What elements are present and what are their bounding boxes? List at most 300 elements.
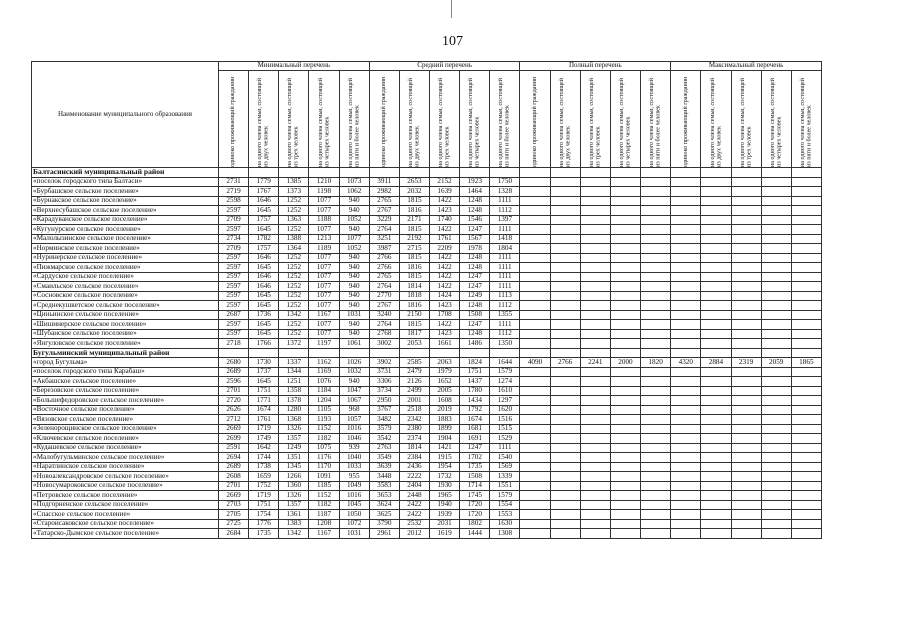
table-row [32,291,822,301]
subcolumn-header-full-4 [610,71,640,168]
empty-cell [460,348,490,358]
value-cell-full [520,405,550,415]
value-cell-min: 1342 [279,310,309,320]
value-cell-full [550,462,580,472]
value-cell-min: 1061 [339,339,369,349]
municipality-name: «Малобугульминское сельское поселение» [32,453,219,463]
value-cell-max [731,263,761,273]
value-cell-full [580,434,610,444]
empty-cell [399,348,429,358]
value-cell-max [791,367,821,377]
value-cell-min: 1646 [249,253,279,263]
value-cell-avg: 1464 [460,187,490,197]
value-cell-max [731,472,761,482]
value-cell-min: 2597 [219,301,249,311]
value-cell-min: 1645 [249,263,279,273]
value-cell-max [761,234,791,244]
value-cell-full [520,206,550,216]
value-cell-max: 2319 [731,358,761,368]
value-cell-min: 1730 [249,358,279,368]
municipality-name: «Пижмарское сельское поселение» [32,263,219,273]
district-section-row [32,168,822,178]
value-cell-full [610,272,640,282]
value-cell-avg: 1740 [430,215,460,225]
subcolumn-label: на одного члена семьи, состоящей из пяти и более человек [347,78,361,167]
table-row [32,415,822,425]
value-cell-max [731,519,761,529]
subcolumn-label: на одного члена семьи, состоящей из трех человек [739,78,753,167]
value-cell-min: 1046 [339,434,369,444]
value-cell-avg: 2436 [399,462,429,472]
value-cell-max [791,491,821,501]
value-cell-max [701,206,731,216]
value-cell-full [641,434,671,444]
value-cell-full [550,405,580,415]
value-cell-max [731,310,761,320]
value-cell-full [580,263,610,273]
value-cell-max [671,263,701,273]
value-cell-min: 2597 [219,225,249,235]
value-cell-min: 1189 [309,244,339,254]
value-cell-avg: 1661 [430,339,460,349]
table-row [32,424,822,434]
value-cell-min: 1337 [279,358,309,368]
value-cell-max [761,339,791,349]
value-cell-avg: 2171 [399,215,429,225]
value-cell-max [671,377,701,387]
value-cell-max [731,453,761,463]
municipality-name: «Циньинское сельское поселение» [32,310,219,320]
table-row [32,491,822,501]
value-cell-avg: 1546 [460,215,490,225]
value-cell-avg: 2342 [399,415,429,425]
value-cell-avg: 1308 [490,529,520,539]
value-cell-min: 1210 [309,177,339,187]
value-cell-min: 1378 [279,396,309,406]
value-cell-full [580,206,610,216]
table-row [32,206,822,216]
value-cell-min: 1751 [249,386,279,396]
subcolumn-header-max-1 [671,71,701,168]
value-cell-max [671,206,701,216]
value-cell-full [550,519,580,529]
value-cell-max [701,386,731,396]
value-cell-avg: 1802 [460,519,490,529]
value-cell-full [580,291,610,301]
value-cell-max [791,415,821,425]
value-cell-max [791,481,821,491]
value-cell-min: 2626 [219,405,249,415]
value-cell-min: 940 [339,272,369,282]
value-cell-avg: 1350 [490,339,520,349]
value-cell-max [761,453,791,463]
empty-cell [641,348,671,358]
table-row [32,225,822,235]
value-cell-min: 1646 [249,282,279,292]
table-row [32,405,822,415]
municipality-name: «Восточное сельское поселение» [32,405,219,415]
municipality-name: «Бурнакское сельское поселение» [32,196,219,206]
value-cell-min: 1646 [249,196,279,206]
table-row [32,177,822,187]
value-cell-min: 1383 [279,519,309,529]
value-cell-min: 940 [339,291,369,301]
value-cell-full [641,443,671,453]
value-cell-full [641,206,671,216]
value-cell-min: 1052 [339,244,369,254]
value-cell-min: 2709 [219,244,249,254]
value-cell-avg: 1274 [490,377,520,387]
value-cell-full [520,291,550,301]
empty-cell [399,168,429,178]
value-cell-avg: 1644 [490,358,520,368]
value-cell-full [580,253,610,263]
value-cell-min: 1252 [279,263,309,273]
value-cell-min: 1170 [309,462,339,472]
value-cell-avg: 1516 [490,415,520,425]
value-cell-full [641,453,671,463]
value-cell-max [671,453,701,463]
value-cell-min: 1252 [279,329,309,339]
value-cell-avg: 1940 [430,500,460,510]
municipality-name: «Среднекушкетское сельское поселение» [32,301,219,311]
value-cell-min: 940 [339,320,369,330]
value-cell-max [731,282,761,292]
value-cell-min: 2597 [219,263,249,273]
value-cell-max [701,481,731,491]
value-cell-avg: 2126 [399,377,429,387]
value-cell-full [610,187,640,197]
value-cell-min: 1197 [309,339,339,349]
subcolumn-header-max-2 [701,71,731,168]
value-cell-avg: 1111 [490,272,520,282]
value-cell-full [520,415,550,425]
value-cell-max [791,519,821,529]
value-cell-max [671,396,701,406]
value-cell-min: 1031 [339,310,369,320]
value-cell-max: 2884 [701,358,731,368]
value-cell-avg: 1418 [490,234,520,244]
value-cell-full [610,405,640,415]
value-cell-min: 1077 [309,301,339,311]
empty-cell [219,168,249,178]
value-cell-min: 2597 [219,282,249,292]
value-cell-min: 1182 [309,500,339,510]
value-cell-avg: 1423 [430,329,460,339]
value-cell-avg: 1515 [490,424,520,434]
value-cell-avg: 1508 [460,310,490,320]
value-cell-max [701,434,731,444]
value-cell-max [671,225,701,235]
value-cell-full [610,396,640,406]
value-cell-min: 2703 [219,500,249,510]
value-cell-full [520,386,550,396]
value-cell-max [671,405,701,415]
value-cell-full [520,244,550,254]
value-cell-min: 2596 [219,377,249,387]
value-cell-full [580,453,610,463]
value-cell-max [761,367,791,377]
municipality-name: «Зеленорощинское сельское поселение» [32,424,219,434]
value-cell-avg: 2192 [399,234,429,244]
value-cell-max [671,529,701,539]
value-cell-max [731,415,761,425]
value-cell-max [791,310,821,320]
subcolumn-header-avg-2 [399,71,429,168]
value-cell-avg: 2063 [430,358,460,368]
value-cell-full [641,396,671,406]
value-cell-max [761,491,791,501]
value-cell-max [671,301,701,311]
empty-cell [550,348,580,358]
value-cell-min: 1345 [279,462,309,472]
subcolumn-label: на одного члена семьи, состоящей из трех человек [438,78,451,167]
municipality-name: «Наратлинское сельское поселение» [32,462,219,472]
value-cell-avg: 1437 [460,377,490,387]
value-cell-avg: 2982 [369,187,399,197]
value-cell-avg: 2422 [399,500,429,510]
value-cell-min: 1749 [249,434,279,444]
value-cell-min: 1026 [339,358,369,368]
value-cell-avg: 1248 [460,206,490,216]
value-cell-full [580,367,610,377]
value-cell-avg: 1569 [490,462,520,472]
value-cell-avg: 1111 [490,443,520,453]
table-row [32,529,822,539]
empty-cell [339,168,369,178]
value-cell-avg: 1111 [490,253,520,263]
value-cell-max [731,396,761,406]
value-cell-avg: 2770 [369,291,399,301]
value-cell-max [731,234,761,244]
value-cell-full [520,310,550,320]
value-cell-avg: 1814 [399,443,429,453]
value-cell-min: 2689 [219,367,249,377]
value-cell-min: 2597 [219,329,249,339]
table-row [32,196,822,206]
value-cell-max: 2059 [761,358,791,368]
value-cell-full [520,177,550,187]
value-cell-full [550,491,580,501]
value-cell-min: 1646 [249,272,279,282]
subcolumn-label: на одного члена семьи, состоящей из пяти и более человек [799,78,813,167]
value-cell-full [520,215,550,225]
value-cell-min: 1738 [249,462,279,472]
value-cell-full [610,367,640,377]
value-cell-max [791,282,821,292]
value-cell-max [701,405,731,415]
subcolumn-label: на одного члена семьи, состоящей из двух человек [558,78,572,167]
value-cell-max [671,510,701,520]
subcolumn-label: на одного члена семьи, состоящей из четырех человек [619,78,632,167]
value-cell-full [550,339,580,349]
value-cell-full [520,196,550,206]
value-cell-min: 2731 [219,177,249,187]
value-cell-avg: 3734 [369,386,399,396]
value-cell-min: 1077 [309,196,339,206]
value-cell-full [580,529,610,539]
value-cell-max [701,253,731,263]
empty-cell [460,168,490,178]
value-cell-full [641,339,671,349]
value-cell-max [791,424,821,434]
value-cell-full [641,301,671,311]
value-cell-max [671,519,701,529]
value-cell-avg: 1608 [430,396,460,406]
value-cell-min: 1385 [279,177,309,187]
value-cell-full [610,386,640,396]
value-cell-full [520,253,550,263]
value-cell-min: 1761 [249,415,279,425]
value-cell-avg: 1815 [399,196,429,206]
value-cell-full [610,206,640,216]
value-cell-avg: 1939 [430,510,460,520]
value-cell-max [701,367,731,377]
value-cell-full [550,291,580,301]
value-cell-max [761,263,791,273]
district-title: Бугульминский муниципальный район [32,348,219,358]
value-cell-full [520,282,550,292]
value-cell-full [610,510,640,520]
district-title: Балтасинский муниципальный район [32,168,219,178]
value-cell-avg: 1248 [460,301,490,311]
value-cell-max [731,339,761,349]
value-cell-full [641,519,671,529]
value-cell-avg: 1702 [460,453,490,463]
value-cell-avg: 3579 [369,424,399,434]
value-cell-avg: 2005 [430,386,460,396]
value-cell-max [791,472,821,482]
value-cell-min: 1032 [339,367,369,377]
value-cell-avg: 1708 [430,310,460,320]
value-cell-max [791,320,821,330]
value-cell-avg: 1815 [399,253,429,263]
value-cell-avg: 1551 [490,481,520,491]
value-cell-full [641,415,671,425]
value-cell-max [671,215,701,225]
empty-cell [550,168,580,178]
value-cell-full [580,320,610,330]
municipality-name: «город Бугульма» [32,358,219,368]
subcolumn-header-min-4 [309,71,339,168]
table-row [32,453,822,463]
value-cell-full [520,187,550,197]
value-cell-max [671,339,701,349]
value-cell-max [761,215,791,225]
value-cell-avg: 1883 [430,415,460,425]
empty-cell [279,168,309,178]
value-cell-max [791,177,821,187]
empty-cell [219,348,249,358]
value-cell-min: 1735 [249,529,279,539]
value-cell-avg: 2767 [369,301,399,311]
value-cell-min: 1751 [249,500,279,510]
municipality-name: «Карадуванское сельское поселение» [32,215,219,225]
empty-cell [731,348,761,358]
value-cell-full: 4090 [520,358,550,368]
value-cell-avg: 1915 [430,453,460,463]
empty-cell [761,348,791,358]
value-cell-max [791,329,821,339]
value-cell-min: 2680 [219,358,249,368]
value-cell-full [641,367,671,377]
value-cell-max [701,234,731,244]
value-cell-avg: 1247 [460,225,490,235]
value-cell-max [761,206,791,216]
value-cell-min: 1152 [309,424,339,434]
value-cell-avg: 3240 [369,310,399,320]
value-cell-avg: 1792 [460,405,490,415]
value-cell-avg: 1113 [490,291,520,301]
value-cell-avg: 3251 [369,234,399,244]
value-cell-avg: 3583 [369,481,399,491]
value-cell-avg: 1111 [490,225,520,235]
municipality-name: «Вязовское сельское поселение» [32,415,219,425]
value-cell-max [701,491,731,501]
value-cell-avg: 3902 [369,358,399,368]
table-row [32,510,822,520]
value-cell-min: 1252 [279,253,309,263]
value-cell-max [671,415,701,425]
empty-cell [490,168,520,178]
value-cell-full [520,443,550,453]
value-cell-max [671,291,701,301]
empty-cell [701,348,731,358]
value-cell-min: 968 [339,405,369,415]
value-cell-full [520,377,550,387]
value-cell-full [520,263,550,273]
value-cell-min: 1188 [309,215,339,225]
value-cell-max [671,434,701,444]
value-cell-avg: 1804 [490,244,520,254]
municipality-name: «Новоалександровское сельское поселение» [32,472,219,482]
table-row [32,272,822,282]
value-cell-avg: 1619 [430,529,460,539]
group-max-header: Максимальный перечень [671,62,822,71]
value-cell-min: 940 [339,282,369,292]
value-cell-max [731,196,761,206]
value-cell-max [791,234,821,244]
value-cell-avg: 1930 [430,481,460,491]
value-cell-min: 2701 [219,386,249,396]
value-cell-full [641,462,671,472]
table-row [32,253,822,263]
value-cell-full [641,196,671,206]
value-cell-min: 1373 [279,187,309,197]
value-cell-max [701,301,731,311]
value-cell-min: 1169 [309,367,339,377]
value-cell-avg: 1248 [460,253,490,263]
value-cell-full [610,310,640,320]
value-cell-full [641,424,671,434]
value-cell-max [701,187,731,197]
value-cell-full [580,234,610,244]
value-cell-max [761,177,791,187]
value-cell-min: 1077 [309,206,339,216]
value-cell-full [610,462,640,472]
subcolumn-header-max-4 [761,71,791,168]
value-cell-full [520,301,550,311]
value-cell-min: 939 [339,443,369,453]
value-cell-max [731,253,761,263]
value-cell-full [641,272,671,282]
value-cell-avg: 3911 [369,177,399,187]
value-cell-min: 940 [339,329,369,339]
value-cell-full [550,396,580,406]
value-cell-max [701,519,731,529]
value-cell-min: 1782 [249,234,279,244]
value-cell-avg: 2380 [399,424,429,434]
